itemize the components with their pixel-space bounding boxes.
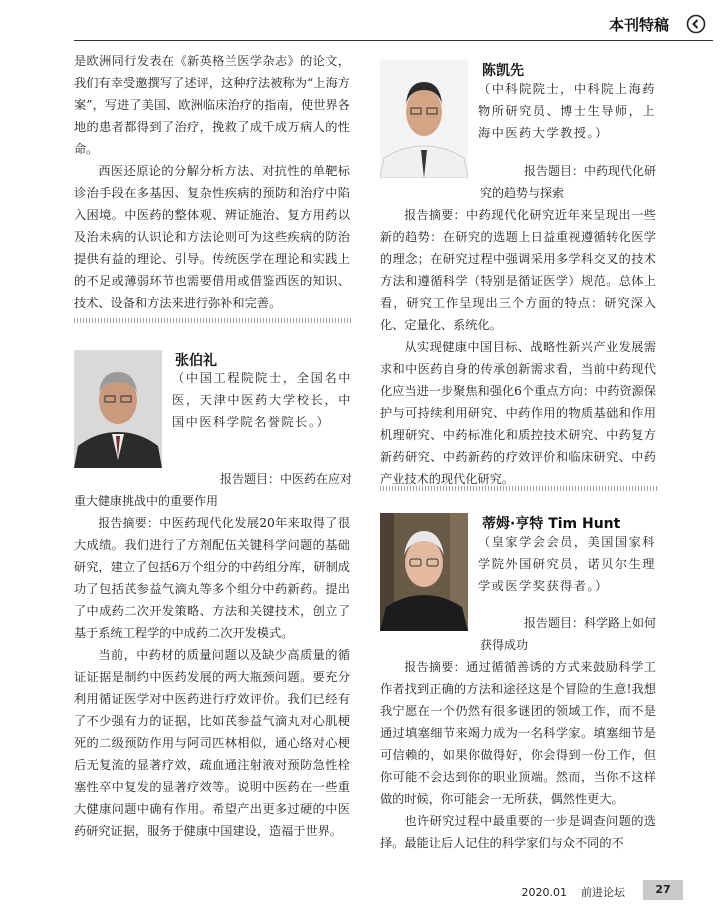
page-number: 27 bbox=[643, 880, 683, 900]
issue-number: 2020.01 bbox=[521, 886, 567, 899]
abstract-hunt bbox=[380, 656, 656, 854]
report-label: 报告题目： bbox=[523, 616, 584, 630]
journal-name: 前进论坛 bbox=[581, 886, 625, 899]
abstract-zhang bbox=[74, 512, 350, 842]
report-heading-hunt bbox=[380, 612, 656, 656]
abstract-label: 报告摘要： bbox=[404, 660, 466, 674]
report-title-part-1: 中医药在应对 bbox=[279, 472, 352, 486]
abstract-paragraph-2: 从实现健康中国目标、战略性新兴产业发展需求和中医药自身的传承创新需求看，当前中药现代化应当进一步聚焦和强化6个重点方向：中药资源保护与可持续利用研究、中药作用的物质基础和作用机理研究、中药标准化和质控技术研究、中药复方新药研究、中药新药的疗效评价和临床研究、中药产业技术的现代化研究。 bbox=[380, 340, 656, 486]
abstract-paragraph-2: 当前，中药材的质量问题以及缺少高质量的循证证据是制约中医药发展的两大瓶颈问题。要充分利用循证医学对中医药进行疗效评价。我们已经有了不少强有力的证据，比如芪参益气滴丸对心肌梗死的二级预防作用与阿司匹林相似，通心络对心梗后无复流的显著疗效，疏血通注射液对预防急性栓塞性卒中复发的显著疗效等。说明中医药在一些重大健康问题中确有作用。希望产出更多过硬的中医药研究证据，服务于健康中国建设，造福于世界。 bbox=[74, 648, 350, 838]
header-rule bbox=[74, 40, 713, 41]
speaker-name-chen: 陈凯先 bbox=[482, 63, 524, 79]
report-title-part-1: 科学路上如何 bbox=[583, 616, 656, 630]
speaker-desc-chen: （中科院院士，中科院上海药物所研究员、博士生导师，上海中医药大学教授。） bbox=[478, 82, 656, 140]
report-label: 报告题目： bbox=[219, 472, 280, 486]
intro-paragraph-2: 西医还原论的分解分析方法、对抗性的单靶标诊治手段在多基因、复杂性疾病的预防和治疗中陷入困境。中医药的整体观、辨证施治、复方用药以及治未病的认识论和方法论则可为这些疾病的防治提供有益的理论、引导。传统医学在理论和实践上的不足或薄弱环节也需要借用或借鉴西医的知识、技术、设备和方法来进行弥补和完善。 bbox=[74, 164, 350, 310]
abstract-paragraph-1: 报告摘要：中药现代化研究近年来呈现出一些新的趋势：在研究的选题上日益重视遵循转化医学的理念；在研究过程中强调采用多学科交叉的技术方法和遵循科学（特别是循证医学）规范。总体上看，研究工作呈现出三个方面的特点：研究深入化、定量化、系统化。 bbox=[380, 208, 656, 332]
left-intro bbox=[74, 50, 350, 314]
intro-paragraph-1: 是欧洲同行发表在《新英格兰医学杂志》的论文，我们有幸受邀撰写了述评，这种疗法被称为“上海方案”，写进了美国、欧洲临床治疗的指南，使世界各地的患者都得到了治疗，挽救了成千成万病人的性命。 bbox=[74, 54, 350, 156]
report-title-part-2: 重大健康挑战中的重要作用 bbox=[74, 494, 219, 508]
section-title: 本刊特稿 bbox=[608, 16, 669, 34]
abstract-paragraph-2: 也许研究过程中最重要的一步是调查问题的选择。最能让后人记住的科学家们与众不同的不 bbox=[380, 814, 656, 850]
report-title-part-2: 究的趋势与探索 bbox=[480, 186, 565, 200]
footer-info bbox=[522, 884, 626, 900]
abstract-paragraph-1: 报告摘要：中医药现代化发展20年来取得了很大成绩。我们进行了方剂配伍关键科学问题的基础研究，建立了包括6万个组分的中药组分库，研制成功了包括芪参益气滴丸等多个组分中药新药。提出了中成药二次开发策略、方法和关键技术，创立了基于系统工程学的中成药二次开发模式。 bbox=[74, 516, 350, 640]
report-heading-zhang bbox=[74, 468, 352, 512]
report-title-part-2: 获得成功 bbox=[480, 638, 529, 652]
abstract-label: 报告摘要： bbox=[98, 516, 160, 530]
circle-arrow-icon bbox=[686, 14, 706, 34]
right-separator bbox=[380, 486, 658, 491]
speaker-photo-zhang bbox=[74, 350, 162, 468]
report-title-part-1: 中药现代化研 bbox=[583, 164, 656, 178]
speaker-name-hunt: 蒂姆·亨特 Tim Hunt bbox=[482, 516, 621, 532]
report-heading-chen bbox=[380, 160, 656, 204]
speaker-desc-hunt: （皇家学会会员，美国国家科学院外国研究员，诺贝尔生理学或医学奖获得者。） bbox=[478, 535, 656, 593]
speaker-name-zhang: 张伯礼 bbox=[175, 353, 217, 369]
speaker-desc-zhang: （中国工程院院士，全国名中医，天津中医药大学校长，中国中医科学院名誉院长。） bbox=[172, 371, 352, 429]
left-separator bbox=[74, 318, 352, 323]
abstract-chen bbox=[380, 204, 656, 490]
abstract-paragraph-1: 报告摘要：通过循循善诱的方式来鼓励科学工作者找到正确的方法和途径这是个冒险的生意!我想我宁愿在一个仍然有很多谜团的领域工作，而不是通过填塞细节来竭力成为一名科学家。填塞细节是可信赖的，如果你做得好，你会得到一份工作，但你可能不会达到你的职业顶端。然而，当你不这样做的时候，你可能会一无所获，偶然性更大。 bbox=[380, 660, 656, 806]
report-label: 报告题目： bbox=[523, 164, 584, 178]
abstract-label: 报告摘要： bbox=[404, 208, 466, 222]
